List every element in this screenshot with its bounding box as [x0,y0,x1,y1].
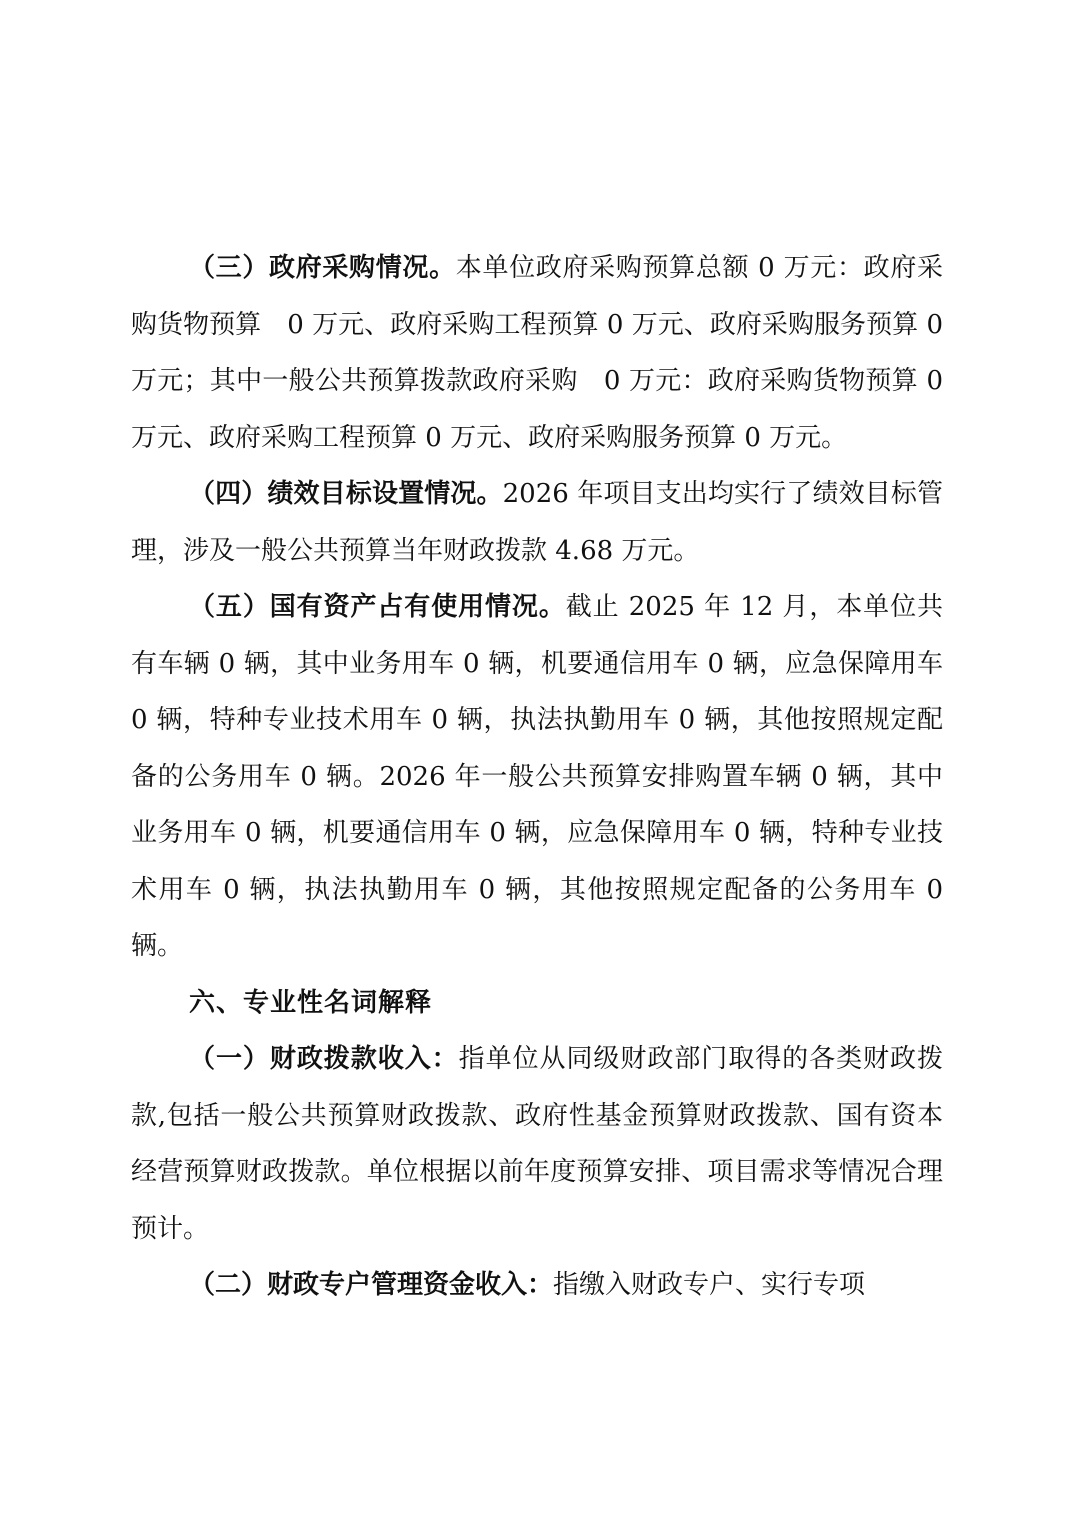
paragraph-state-assets [131,579,943,975]
paragraph-body: 本单位政府采购预算总额 0 万元：政府采购货物预算 0 万元、政府采购工程预算 0 万元、政府采购服务预算 0 万元；其中一般公共预算拨款政府采购 0 万元：政府采购货物预算 0 万元、政府采购工程预算 0 万元、政府采购服务预算 0 万元。 [131,253,943,453]
paragraph-special-account [131,1257,943,1314]
paragraph-lead: （五）国有资产占有使用情况。 [189,592,566,622]
paragraph-body: 指缴入财政专户、实行专项 [553,1270,866,1300]
paragraph-body: 截止 2025 年 12 月，本单位共有车辆 0 辆，其中业务用车 0 辆，机要通信用车 0 辆，应急保障用车 0 辆，特种专业技术用车 0 辆，执法执勤用车 0 辆，其他按照规定配备的公务用车 0 辆。2026 年一般公共预算安排购置车辆 0 辆，其中业务用车 0 辆，机要通信用车 0 辆，应急保障用车 0 辆，特种专业技术用车 0 辆，执法执勤用车 0 辆，其他按照规定配备的公务用车 0 辆。 [131,592,943,961]
paragraph-lead: （三）政府采购情况。 [189,253,456,283]
paragraph-lead: （四）绩效目标设置情况。 [189,479,503,509]
document-page [131,240,943,1314]
paragraph-lead: （一）财政拨款收入： [189,1044,459,1074]
paragraph-body: 2026 年项目支出均实行了绩效目标管理，涉及一般公共预算当年财政拨款 4.68 万元。 [131,479,943,566]
paragraph-gov-procurement [131,240,943,466]
paragraph-performance-goals [131,466,943,579]
paragraph-fiscal-appropriation [131,1031,943,1257]
paragraph-lead: （二）财政专户管理资金收入： [189,1270,554,1300]
paragraph-body: 指单位从同级财政部门取得的各类财政拨款,包括一般公共预算财政拨款、政府性基金预算财政拨款、国有资本经营预算财政拨款。单位根据以前年度预算安排、项目需求等情况合理预计。 [131,1044,943,1244]
section-heading-terms: 六、专业性名词解释 [189,987,433,1018]
